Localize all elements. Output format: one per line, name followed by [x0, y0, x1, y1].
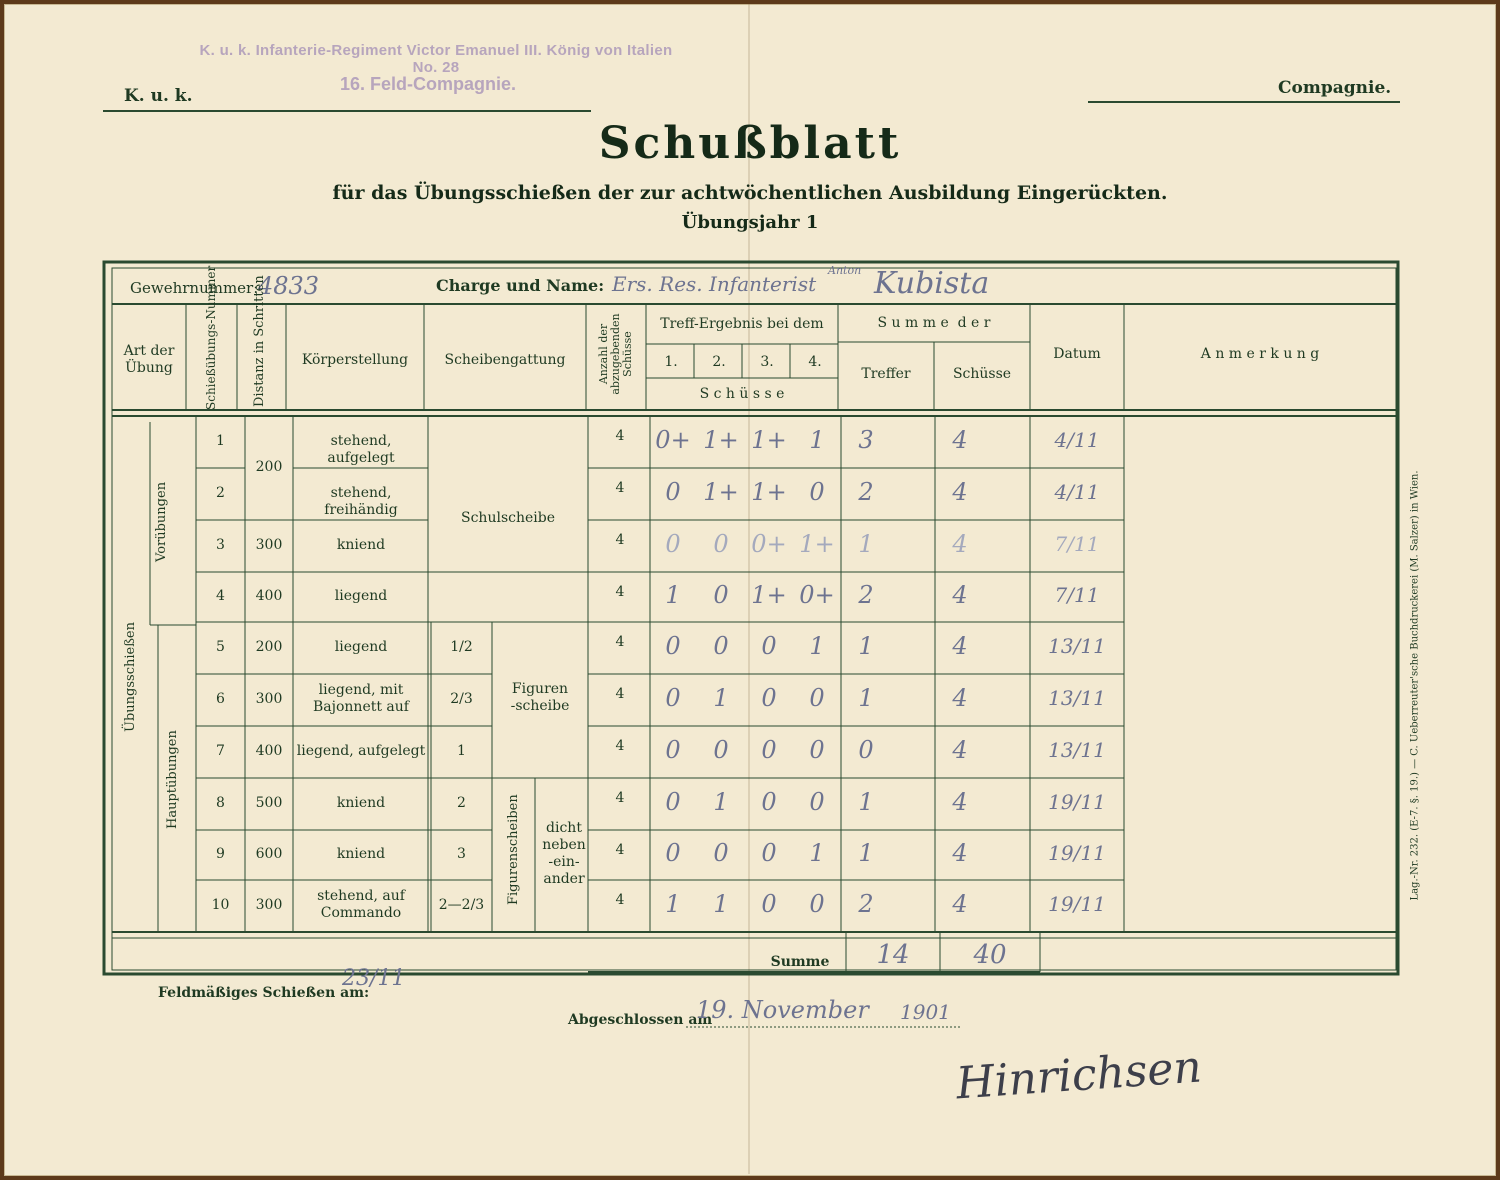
col-shot-3: 3. [760, 354, 774, 370]
row-3-distance: 300 [255, 537, 283, 553]
row-6-fraction: 2/3 [450, 691, 473, 707]
row-9-fraction: 3 [457, 846, 466, 862]
col-schuesse: Schüsse [952, 366, 1012, 382]
row-1-distance: 200 [255, 459, 283, 475]
row-3-shot-1: 0 [665, 530, 681, 558]
schulscheibe-label: Schulscheibe [461, 510, 555, 526]
row-7-fraction: 1 [457, 743, 466, 759]
row-10-shot-2: 1 [713, 890, 729, 918]
row-8-position: kniend [336, 795, 386, 811]
row-7-shot-count: 4 [615, 738, 625, 754]
row-6-distance: 300 [255, 691, 283, 707]
row-7-treffer: 0 [858, 736, 874, 764]
row-3-shot-4: 1+ [799, 530, 835, 558]
row-4-shot-2: 0 [713, 581, 729, 609]
row-8-fraction: 2 [457, 795, 466, 811]
row-5-nr: 5 [216, 639, 225, 655]
row-10-shot-4: 0 [809, 890, 825, 918]
row-5-schuesse: 4 [952, 632, 968, 660]
row-2-datum: 4/11 [1054, 480, 1100, 504]
col-shot-4: 4. [808, 354, 822, 370]
row-9-datum: 19/11 [1048, 841, 1106, 865]
row-8-schuesse: 4 [952, 788, 968, 816]
surname: Kubista [874, 266, 990, 301]
regiment-stamp-line2: 16. Feld-Compagnie. [339, 74, 517, 94]
row-5-position: liegend [334, 639, 388, 655]
col-shot-2: 2. [712, 354, 726, 370]
row-7-schuesse: 4 [952, 736, 968, 764]
row-2-shot-1: 0 [665, 478, 681, 506]
col-datum: Datum [1053, 346, 1101, 362]
row-10-treffer: 2 [858, 890, 874, 918]
row-1-shot-3: 1+ [751, 426, 787, 454]
row-1-shot-4: 1 [809, 426, 825, 454]
row-2-schuesse: 4 [952, 478, 968, 506]
row-4-distance: 400 [255, 588, 283, 604]
row-9-schuesse: 4 [952, 839, 968, 867]
dicht-label: dicht neben-ein-ander [542, 820, 586, 887]
row-8-shot-count: 4 [615, 790, 625, 806]
abgeschlossen-year: 1901 [900, 1000, 951, 1024]
row-10-position: stehend, auf Commando [317, 888, 405, 921]
row-1-shot-2: 1+ [703, 426, 739, 454]
row-3-shot-count: 4 [615, 532, 625, 548]
col-scheibe: Scheibengattung [444, 352, 566, 368]
summe-schuesse: 40 [973, 940, 1007, 970]
figurenscheiben-label: Figurenscheiben [506, 794, 521, 905]
row-7-shot-3: 0 [761, 736, 777, 764]
col-anmerkung: A n m e r k u n g [1200, 346, 1320, 362]
row-9-treffer: 1 [858, 839, 874, 867]
row-4-nr: 4 [216, 588, 225, 604]
row-5-shot-count: 4 [615, 634, 625, 650]
row-3-shot-3: 0+ [751, 530, 787, 558]
col-distanz: Distanz in Schritten [252, 275, 267, 407]
row-6-nr: 6 [216, 691, 225, 707]
row-4-datum: 7/11 [1054, 583, 1100, 607]
group-uebungsschiessen: Übungsschießen [123, 622, 138, 732]
row-8-distance: 500 [255, 795, 283, 811]
row-8-nr: 8 [216, 795, 225, 811]
row-1-treffer: 3 [858, 426, 874, 454]
row-6-datum: 13/11 [1048, 686, 1106, 710]
charge-name-label: Charge und Name: [436, 276, 605, 295]
row-10-fraction: 2—2/3 [438, 897, 485, 913]
row-7-shot-2: 0 [713, 736, 729, 764]
row-10-schuesse: 4 [952, 890, 968, 918]
row-9-shot-1: 0 [665, 839, 681, 867]
row-8-shot-3: 0 [761, 788, 777, 816]
col-treffer: Treffer [861, 366, 911, 382]
row-4-schuesse: 4 [952, 581, 968, 609]
row-4-shot-4: 0+ [799, 581, 835, 609]
group-voruebungen: Vorübungen [154, 481, 169, 562]
row-6-treffer: 1 [858, 684, 874, 712]
figurenscheibe-label: Figuren-scheibe [510, 681, 570, 714]
row-3-position: kniend [336, 537, 386, 553]
row-6-shot-3: 0 [761, 684, 777, 712]
feld-label: Feldmäßiges Schießen am: [158, 985, 370, 1001]
gun-number-value: 4833 [258, 272, 320, 300]
row-9-shot-2: 0 [713, 839, 729, 867]
row-10-shot-count: 4 [615, 892, 625, 908]
col-anzahl: Anzahl der abzugebenden Schüsse [597, 313, 634, 395]
col-schuesse-label: S c h ü s s e [699, 386, 785, 402]
row-6-shot-2: 1 [713, 684, 729, 712]
row-7-distance: 400 [255, 743, 283, 759]
row-4-shot-count: 4 [615, 584, 625, 600]
col-koerper: Körperstellung [301, 352, 409, 368]
row-7-shot-4: 0 [809, 736, 825, 764]
exercise-year: Übungsjahr 1 [681, 212, 819, 233]
header-compagnie: Compagnie. [1278, 78, 1392, 98]
row-3-shot-2: 0 [713, 530, 729, 558]
row-10-nr: 10 [211, 897, 230, 913]
row-1-shot-1: 0+ [655, 426, 691, 454]
row-5-fraction: 1/2 [450, 639, 473, 655]
row-6-shot-count: 4 [615, 686, 625, 702]
row-7-position: liegend, aufgelegt [296, 743, 426, 759]
signature: Hinrichsen [954, 1041, 1204, 1110]
col-shot-1: 1. [664, 354, 678, 370]
page-subtitle: für das Übungsschießen der zur achtwöchentlichen Ausbildung Eingerückten. [332, 182, 1168, 204]
group-hauptuebungen: Hauptübungen [165, 730, 180, 829]
row-7-nr: 7 [216, 743, 225, 759]
charge-name-value: Ers. Res. Infanterist [612, 272, 817, 296]
row-1-datum: 4/11 [1054, 428, 1100, 452]
page-title: Schußblatt [598, 118, 902, 169]
regiment-stamp-line1: K. u. k. Infanterie-Regiment Victor Emanuel III. König von Italien No. 28 [199, 42, 673, 76]
row-4-shot-3: 1+ [751, 581, 787, 609]
abgeschlossen-label: Abgeschlossen am [568, 1012, 713, 1028]
row-4-position: liegend [334, 588, 388, 604]
row-6-shot-1: 0 [665, 684, 681, 712]
first-name: Anton [828, 264, 862, 277]
row-5-datum: 13/11 [1048, 634, 1106, 658]
row-6-position: liegend, mit Bajonnett auf [313, 682, 409, 715]
row-9-distance: 600 [255, 846, 283, 862]
printer-note-text: Lag.-Nr. 232. (E-7. §. 19.) — C. Ueberreuter'sche Buchdruckerei (M. Salzer) in Wien. [1409, 470, 1421, 901]
row-9-position: kniend [336, 846, 386, 862]
row-8-shot-4: 0 [809, 788, 825, 816]
col-summe: S u m m e d e r [877, 315, 991, 331]
row-7-datum: 13/11 [1048, 738, 1106, 762]
row-9-shot-4: 1 [809, 839, 825, 867]
row-5-shot-1: 0 [665, 632, 681, 660]
row-9-nr: 9 [216, 846, 225, 862]
row-8-datum: 19/11 [1048, 790, 1106, 814]
row-8-shot-1: 0 [665, 788, 681, 816]
row-6-shot-4: 0 [809, 684, 825, 712]
row-10-shot-1: 1 [665, 890, 681, 918]
row-5-shot-3: 0 [761, 632, 777, 660]
row-1-position: stehend, aufgelegt [327, 433, 395, 466]
col-nummer: Schießübungs-Nummer [204, 265, 218, 410]
row-2-treffer: 2 [858, 478, 874, 506]
row-2-shot-2: 1+ [703, 478, 739, 506]
row-3-schuesse: 4 [952, 530, 968, 558]
row-1-nr: 1 [216, 433, 225, 449]
abgeschlossen-date: 19. November [696, 996, 869, 1024]
row-5-treffer: 1 [858, 632, 874, 660]
row-3-datum: 7/11 [1054, 532, 1100, 556]
row-9-shot-3: 0 [761, 839, 777, 867]
row-9-shot-count: 4 [615, 842, 625, 858]
row-6-schuesse: 4 [952, 684, 968, 712]
row-1-shot-count: 4 [615, 428, 625, 444]
gun-number-label: Gewehrnummer: [130, 279, 259, 297]
row-5-shot-4: 1 [809, 632, 825, 660]
row-3-treffer: 1 [858, 530, 874, 558]
row-2-shot-count: 4 [615, 480, 625, 496]
col-treff: Treff-Ergebnis bei dem [660, 316, 824, 332]
row-8-treffer: 1 [858, 788, 874, 816]
row-4-treffer: 2 [858, 581, 874, 609]
row-2-position: stehend, freihändig [324, 485, 398, 518]
header-kuk: K. u. k. [124, 86, 193, 106]
row-5-distance: 200 [255, 639, 283, 655]
row-2-shot-4: 0 [809, 478, 825, 506]
row-10-shot-3: 0 [761, 890, 777, 918]
row-10-datum: 19/11 [1048, 892, 1106, 916]
row-1-schuesse: 4 [952, 426, 968, 454]
row-7-shot-1: 0 [665, 736, 681, 764]
row-10-distance: 300 [255, 897, 283, 913]
row-3-nr: 3 [216, 537, 225, 553]
row-4-shot-1: 1 [665, 581, 681, 609]
row-8-shot-2: 1 [713, 788, 729, 816]
col-art: Art der Übung [123, 343, 175, 376]
printer-note [1405, 455, 1429, 925]
row-2-nr: 2 [216, 485, 225, 501]
summe-label: Summe [770, 954, 830, 970]
row-2-shot-3: 1+ [751, 478, 787, 506]
row-5-shot-2: 0 [713, 632, 729, 660]
feld-value: 23/11 [342, 966, 406, 991]
summe-treffer: 14 [876, 940, 910, 970]
